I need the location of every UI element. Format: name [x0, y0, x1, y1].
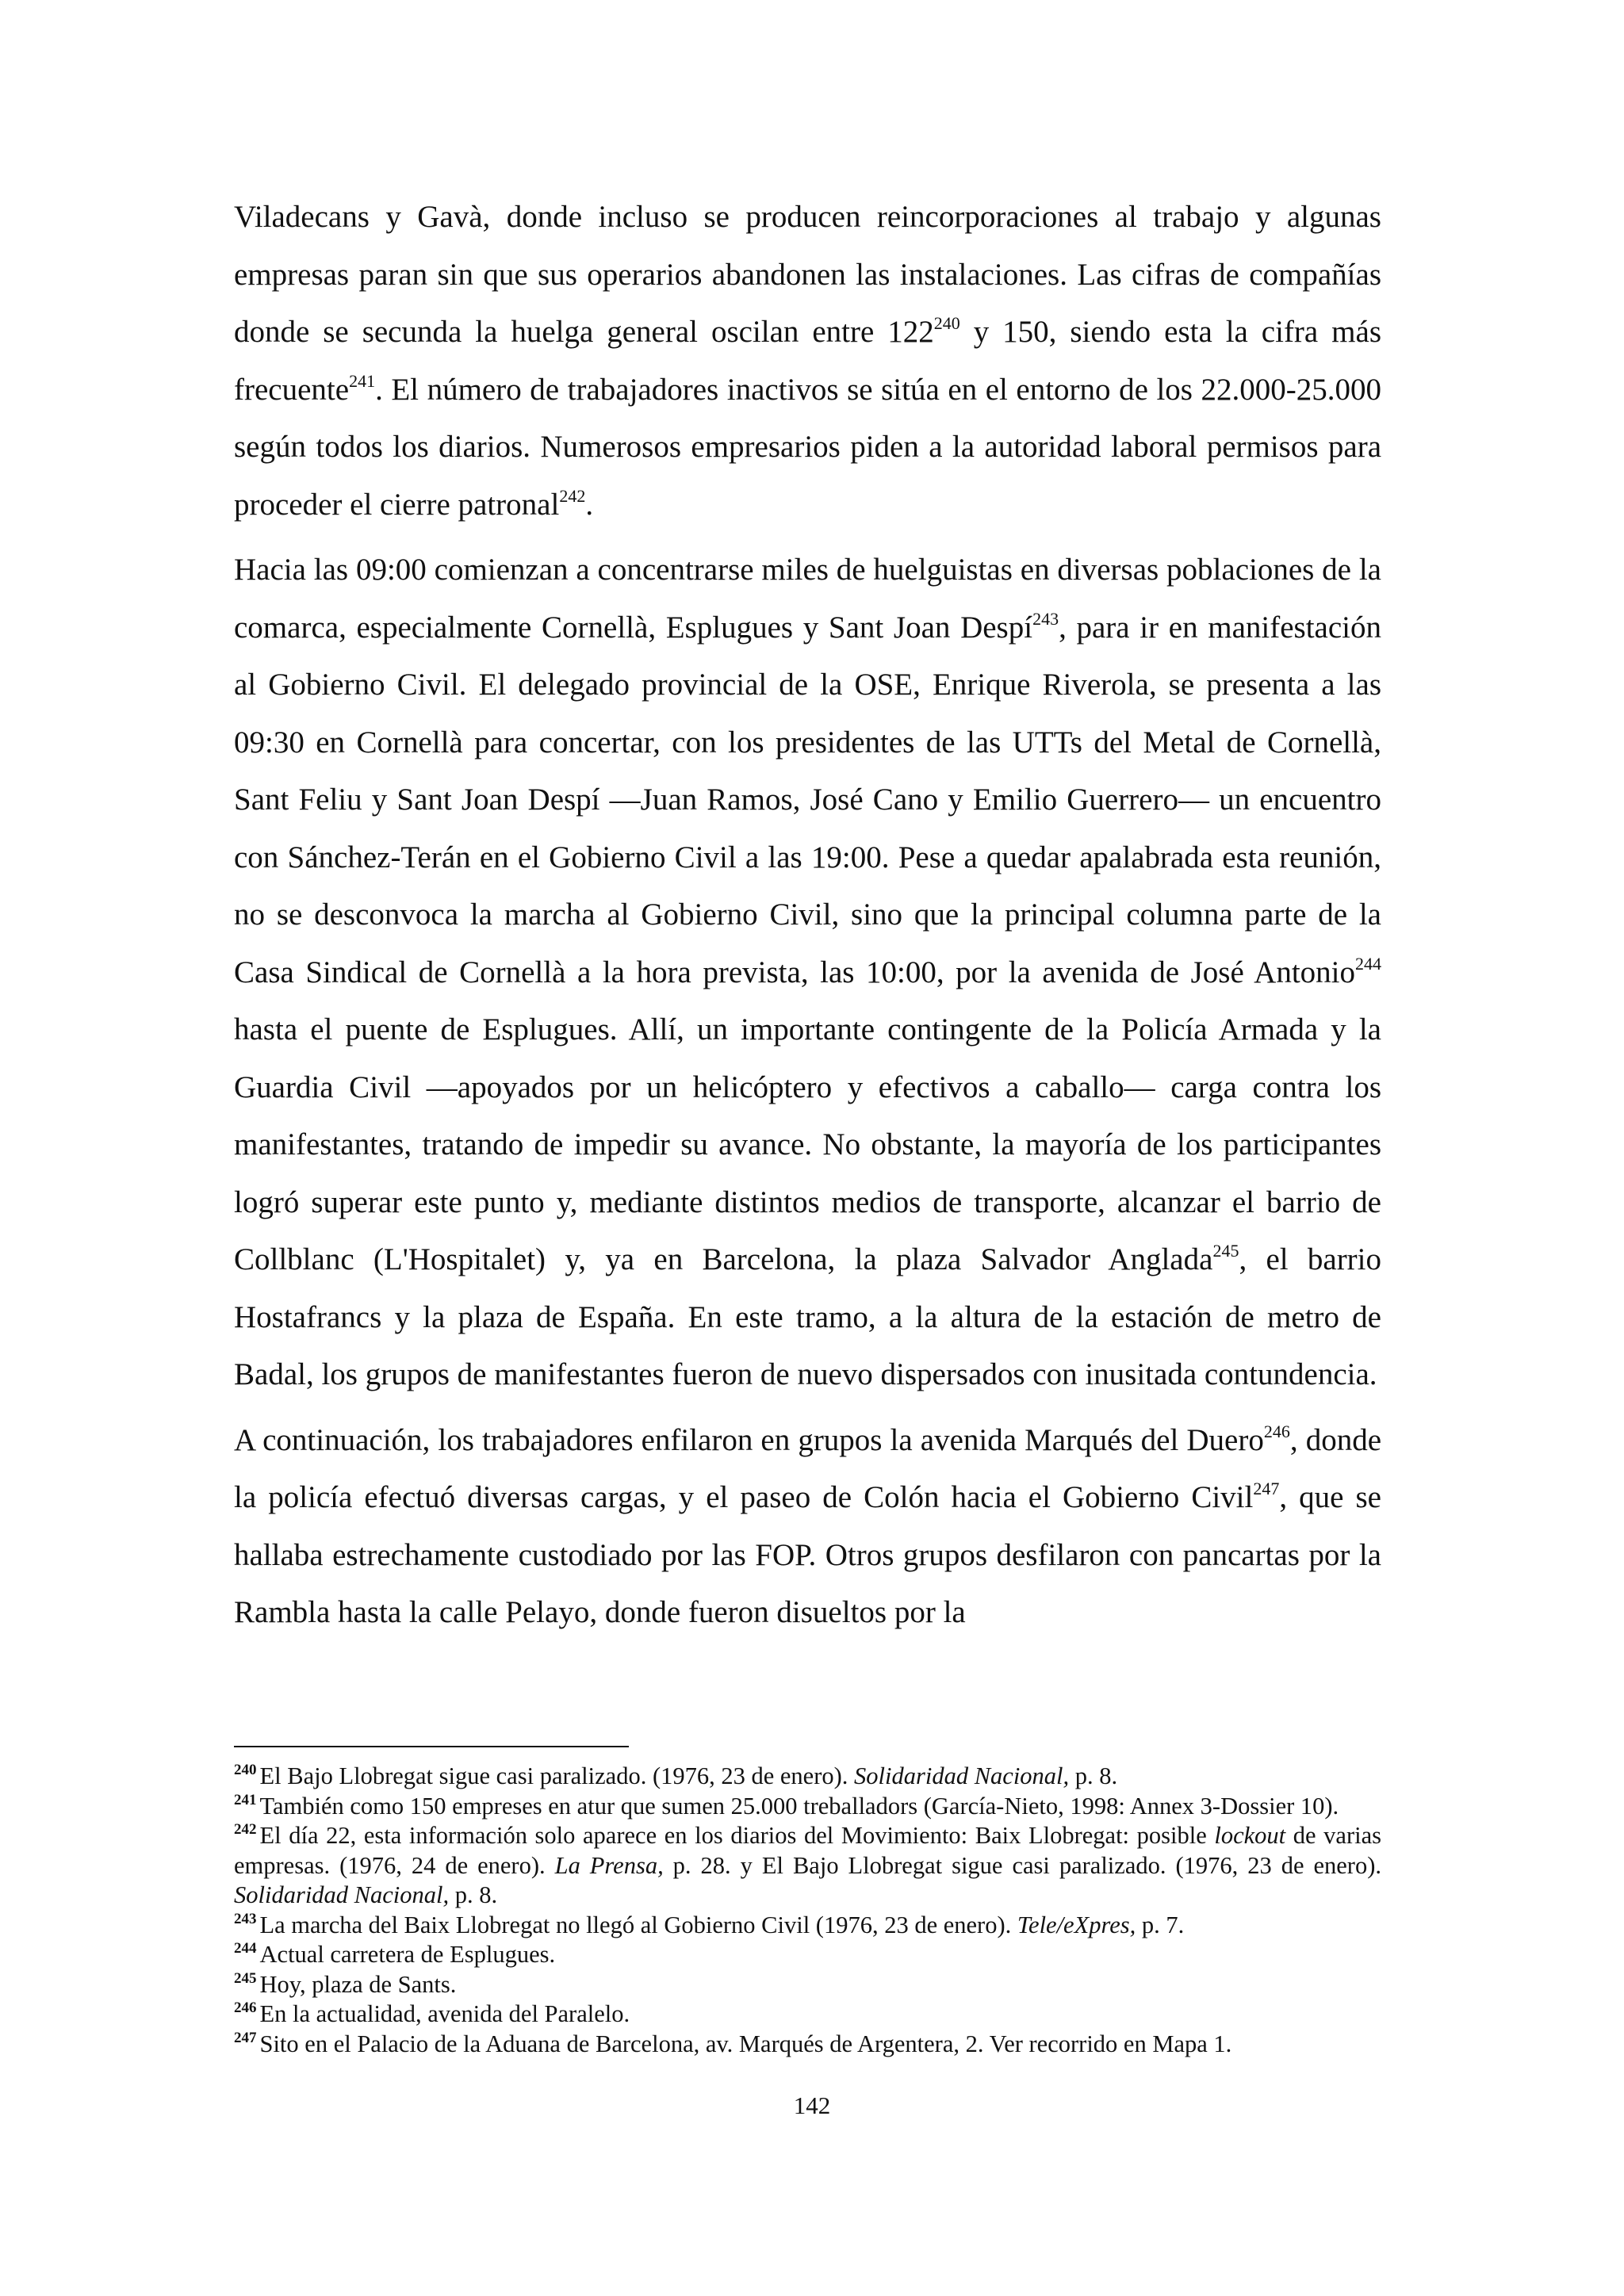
text-run: hasta el puente de Esplugues. Allí, un importante contingente de la Policía Armada y la Guardia Civil —apoyados por un helicóptero y efectivos a caballo— carga contra los manifestantes, tratando de impedir su avance. No obstante, la mayoría de los participantes logró superar este punto y, mediante distintos medios de transporte, alcanzar el barrio de Collblanc (L'Hospitalet) y, ya en Barcelona, la plaza Salvador Anglada: [234, 1012, 1381, 1276]
text-run: , para ir en manifestación al Gobierno Civil. El delegado provincial de la OSE, Enrique Riverola, se presenta a las 09:30 en Cornellà para concertar, con los presidentes de las UTTs del Metal de Cornellà, Sant Feliu y Sant Joan Despí —Juan Ramos, José Cano y Emilio Guerrero— un encuentro con Sánchez-Terán en el Gobierno Civil a las 19:00. Pese a quedar apalabrada esta reunión, no se desconvoca la marcha al Gobierno Civil, sino que la principal columna parte de la Casa Sindical de Cornellà a la hora prevista, las 10:00, por la avenida de José Antonio: [234, 610, 1381, 989]
text-run: El día 22, esta información solo aparece en los diarios del Movimiento: Baix Llobregat: posible: [259, 1822, 1215, 1849]
footnote-reference[interactable]: 245: [1212, 1241, 1239, 1261]
footnote-separator: [234, 1746, 629, 1747]
text-run: p. 8.: [449, 1881, 498, 1908]
italic-title: Solidaridad Nacional,: [234, 1881, 450, 1908]
paragraph: [234, 189, 1381, 534]
text-run: p. 7.: [1136, 1911, 1185, 1938]
text-run: de varias empresas. (1976, 24 de enero).: [234, 1822, 1381, 1879]
text-run: , el barrio Hostafrancs y la plaza de España. En este tramo, a la altura de la estación de metro de Badal, los grupos de manifestantes fueron de nuevo dispersados con inusitada contundencia.: [234, 1242, 1382, 1391]
text-run: Hoy, plaza de Sants.: [259, 1970, 457, 1998]
text-run: A continuación, los trabajadores enfilaron en grupos la avenida Marqués del Duero: [234, 1422, 1264, 1457]
text-run: . El número de trabajadores inactivos se sitúa en el entorno de los 22.000-25.000 según todos los diarios. Numerosos empresarios piden a la autoridad laboral permisos para proceder el cierre patronal: [234, 372, 1381, 522]
text-run: Actual carretera de Esplugues.: [259, 1941, 556, 1968]
footnote: [234, 1911, 1381, 1941]
footnote-reference[interactable]: 240: [933, 313, 960, 333]
text-run: .: [585, 487, 594, 522]
body-text: [234, 189, 1381, 1650]
text-run: En la actualidad, avenida del Paralelo.: [259, 2000, 630, 2027]
text-run: También como 150 empreses en atur que sumen 25.000 treballadors (García-Nieto, 1998: Annex 3-Dossier 10).: [259, 1792, 1339, 1820]
footnote-number: 242: [234, 1821, 257, 1838]
footnote-number: 244: [234, 1940, 257, 1957]
italic-title: Tele/eXpres,: [1017, 1911, 1136, 1938]
text-run: Hacia las 09:00 comienzan a concentrarse miles de huelguistas en diversas poblaciones de la comarca, especialmente Cornellà, Esplugues y Sant Joan Despí: [234, 553, 1381, 645]
text-run: El Bajo Llobregat sigue casi paralizado. (1976, 23 de enero).: [259, 1762, 855, 1789]
footnote: [234, 1940, 1381, 1970]
text-run: Sito en el Palacio de la Aduana de Barcelona, av. Marqués de Argentera, 2. Ver recorrido en Mapa 1.: [259, 2030, 1232, 2057]
italic-title: La Prensa,: [554, 1851, 664, 1879]
text-run: Viladecans y Gavà, donde incluso se producen reincorporaciones al trabajo y algunas empresas paran sin que sus operarios abandonen las instalaciones. Las cifras de compañías donde se secunda la huelga general oscilan entre 122: [234, 200, 1381, 349]
text-run: , donde la policía efectuó diversas cargas, y el paseo de Colón hacia el Gobierno Civil: [234, 1422, 1381, 1514]
footnote-number: 241: [234, 1791, 257, 1808]
page-number: 142: [793, 2091, 831, 2119]
footnote: [234, 1999, 1381, 2030]
footnote-number: 246: [234, 1999, 257, 2016]
footnotes: [234, 1762, 1381, 2059]
footnote: [234, 1792, 1381, 1822]
text-run: p. 28. y El Bajo Llobregat sigue casi paralizado. (1976, 23 de enero).: [663, 1851, 1381, 1879]
paragraph: [234, 541, 1381, 1404]
footnote-reference[interactable]: 244: [1355, 953, 1381, 974]
paragraph: [234, 1412, 1381, 1642]
footnote-number: 245: [234, 1969, 257, 1987]
text-run: p. 8.: [1069, 1762, 1118, 1789]
footnote-reference[interactable]: 246: [1263, 1421, 1290, 1441]
footnote: [234, 1821, 1381, 1911]
footnote-reference[interactable]: 247: [1253, 1479, 1280, 1498]
footnote-number: 240: [234, 1762, 257, 1778]
text-run: La marcha del Baix Llobregat no llegó al Gobierno Civil (1976, 23 de enero).: [259, 1911, 1017, 1938]
italic-title: Solidaridad Nacional,: [854, 1762, 1070, 1789]
italic-title: lockout: [1214, 1822, 1286, 1849]
footnote: [234, 2030, 1381, 2060]
footnote: [234, 1762, 1381, 1792]
footnote: [234, 1970, 1381, 2000]
text-run: y 150, siendo esta la cifra más frecuente: [234, 315, 1382, 407]
footnote-number: 247: [234, 2029, 257, 2046]
text-run: , que se hallaba estrechamente custodiado por las FOP. Otros grupos desfilaron con pancartas por la Rambla hasta la calle Pelayo, donde fueron disueltos por la: [234, 1480, 1381, 1629]
footnote-reference[interactable]: 243: [1032, 608, 1059, 629]
footnote-reference[interactable]: 241: [349, 370, 376, 391]
footnote-number: 243: [234, 1910, 257, 1927]
footnote-reference[interactable]: 242: [559, 485, 586, 506]
